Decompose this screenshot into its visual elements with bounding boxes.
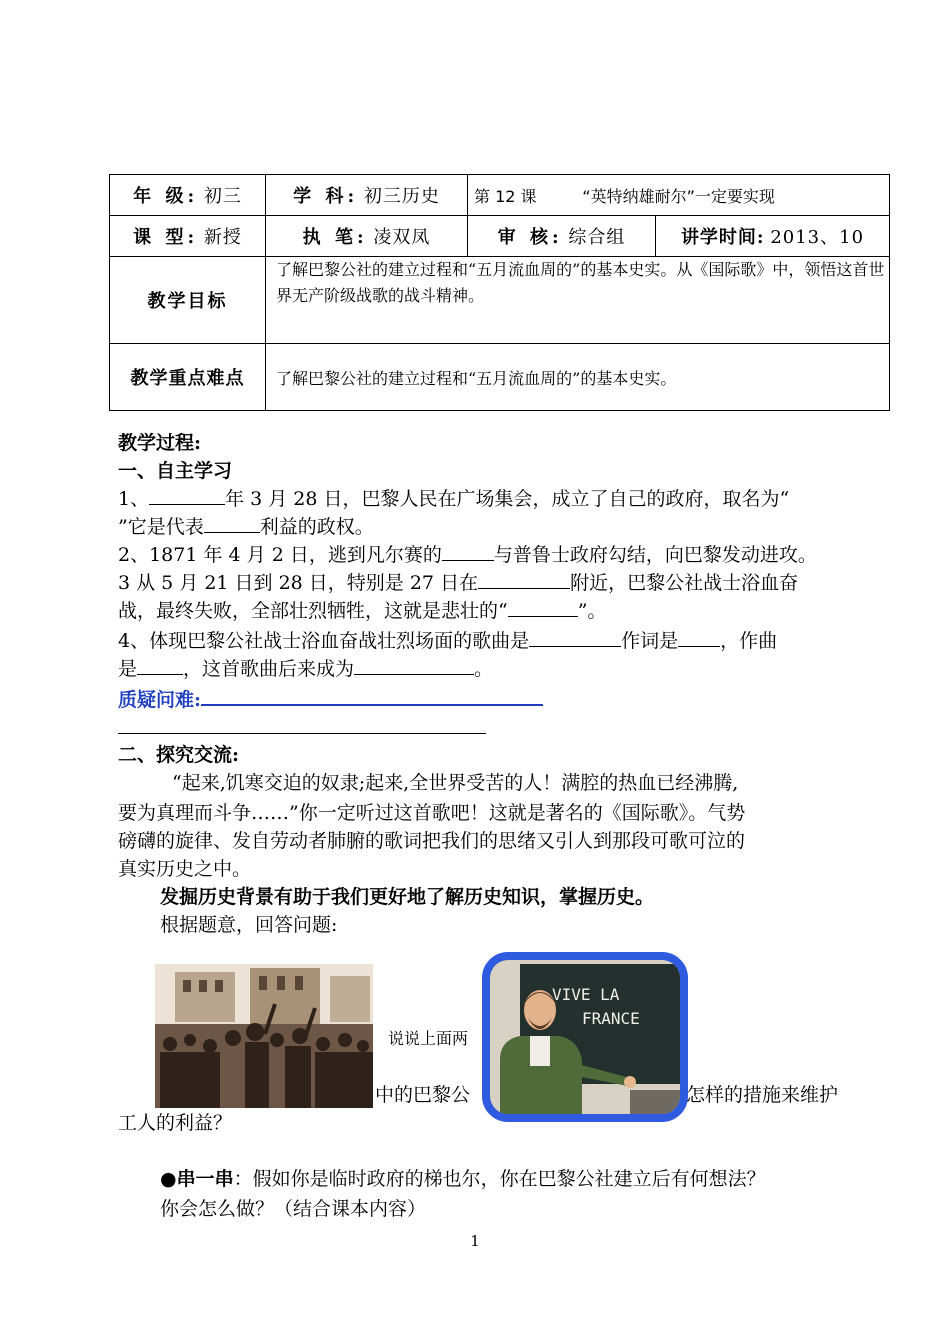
doubt-line [118,684,543,715]
lesson-header-table [109,174,890,411]
subject-cell [266,175,468,216]
q3-text-a: 3 从 5 月 21 日到 28 日，特别是 27 日在 [118,572,479,594]
subject-label: 学 科: [293,186,359,207]
process-title: 教学过程: [118,432,202,454]
q4-text-b: 作词是 [621,630,679,652]
goal-label: 教学目标 [110,257,266,344]
q2-text-b: 与普鲁士政府勾结，向巴黎发动进攻。 [493,544,817,566]
doubt-label: 质疑问难: [118,689,202,711]
blank-field[interactable] [354,654,474,675]
image-caption: 说说上面两 [388,1029,469,1048]
page-number: 1 [470,1232,480,1250]
review-label: 审 核: [497,227,563,248]
writer-value: 凌双凤 [373,227,431,248]
q4-text-e: ，这首歌曲后来成为 [183,658,355,680]
blackboard-illustration [490,960,680,1114]
time-cell [656,216,890,257]
section-heading-2: 二、探究交流: [118,744,240,766]
blank-field[interactable] [137,654,183,675]
q3-text-b: 附近，巴黎公社战士浴血奋 [570,572,799,594]
q4-text-a: 4、体现巴黎公社战士浴血奋战壮烈场面的歌曲是 [118,630,530,652]
doubt-input-field-2[interactable] [118,733,486,734]
question-4-line-1 [118,626,777,656]
review-cell [468,216,656,257]
chuan-yi-chuan-text-1: ：假如你是临时政府的梯也尔，你在巴黎公社建立后有何想法？ [233,1168,766,1190]
q3-text-d: ”。 [577,600,607,622]
q2-text-a: 2、1871 年 4 月 2 日，逃到凡尔赛的 [118,544,442,566]
blank-field[interactable] [508,596,578,617]
poem-line-2: 要为真理而斗争……”你一定听过这首歌吧！这就是著名的《国际歌》。气势 [118,802,746,824]
chuan-yi-chuan-label: ●串一串 [160,1168,234,1190]
key-text: 了解巴黎公社的建立过程和“五月流血周的”的基本史实。 [266,344,890,411]
q4-text-c: ，作曲 [720,630,778,652]
crowd-illustration [155,964,373,1108]
q1-prefix: 1、 [118,488,150,510]
question-3-line-1 [118,568,798,598]
grade-cell [110,175,266,216]
blank-field[interactable] [442,540,494,561]
question-1-line-1 [118,484,789,514]
poem-line-3: 磅礴的旋律、发自劳动者肺腑的歌词把我们的思绪又引人到那段可歌可泣的 [118,830,746,852]
lesson-number: 第 12 课 [474,186,537,206]
question-3-line-2 [118,596,606,626]
blank-field[interactable] [678,626,720,647]
lesson-title: “英特纳雄耐尔”一定要实现 [582,186,775,206]
type-label: 课 型: [133,227,199,248]
question-4-line-2 [118,654,493,684]
poem-line-4: 真实历史之中。 [118,858,252,880]
q1-text-a: 年 3 月 28 日，巴黎人民在广场集会，成立了自己的政府，取名为“ [225,488,790,510]
subject-value: 初三历史 [363,186,440,207]
question-image-line-2: 工人的利益？ [118,1112,233,1134]
q4-text-d: 是 [118,658,138,680]
section-heading-1: 一、自主学习 [118,460,233,482]
question-2 [118,540,817,570]
q4-text-f: 。 [474,658,494,680]
type-value: 新授 [203,227,242,248]
goal-text: 了解巴黎公社的建立过程和“五月流血周的”的基本史实。从《国际歌》中，领悟这首世界无产阶级战歌的战斗精神。 [266,257,890,344]
q1-text-b: ”它是代表 [118,516,204,538]
teacher-blackboard-image [482,952,688,1122]
blank-field[interactable] [204,512,260,533]
key-label: 教学重点难点 [110,344,266,411]
poem-line-1: “起来,饥寒交迫的奴隶;起来,全世界受苦的人！满腔的热血已经沸腾, [172,772,739,794]
blank-field[interactable] [529,626,621,647]
chuan-yi-chuan-line-1 [160,1164,766,1194]
board-text-2: FRANCE [582,1009,640,1028]
question-1-line-2 [118,512,374,542]
time-value: 2013、10 [770,227,865,248]
paris-commune-crowd-image [155,964,373,1108]
question-image-line-1a: 中的巴黎公 [375,1084,471,1106]
grade-label: 年 级: [133,186,199,207]
lesson-cell [468,175,890,216]
blank-field[interactable] [478,568,570,589]
time-label: 讲学时间: [680,227,765,248]
q3-text-c: 战，最终失败，全部壮烈牺牲，这就是悲壮的“ [118,600,508,622]
chuan-yi-chuan-text-2: 你会怎么做？（结合课本内容） [160,1198,427,1220]
writer-label: 执 笔: [302,227,368,248]
board-text-1: VIVE LA [552,985,620,1004]
question-image-line-1b: 怎样的措施来维护 [686,1084,839,1106]
instruction-text: 根据题意，回答问题: [160,914,338,936]
type-cell [110,216,266,257]
doubt-input-field[interactable] [201,684,543,706]
grade-value: 初三 [203,186,242,207]
background-emphasis: 发掘历史背景有助于我们更好地了解历史知识，掌握历史。 [160,886,655,908]
review-value: 综合组 [568,227,626,248]
writer-cell [266,216,468,257]
q1-text-c: 利益的政权。 [259,516,374,538]
blank-field[interactable] [149,484,225,505]
